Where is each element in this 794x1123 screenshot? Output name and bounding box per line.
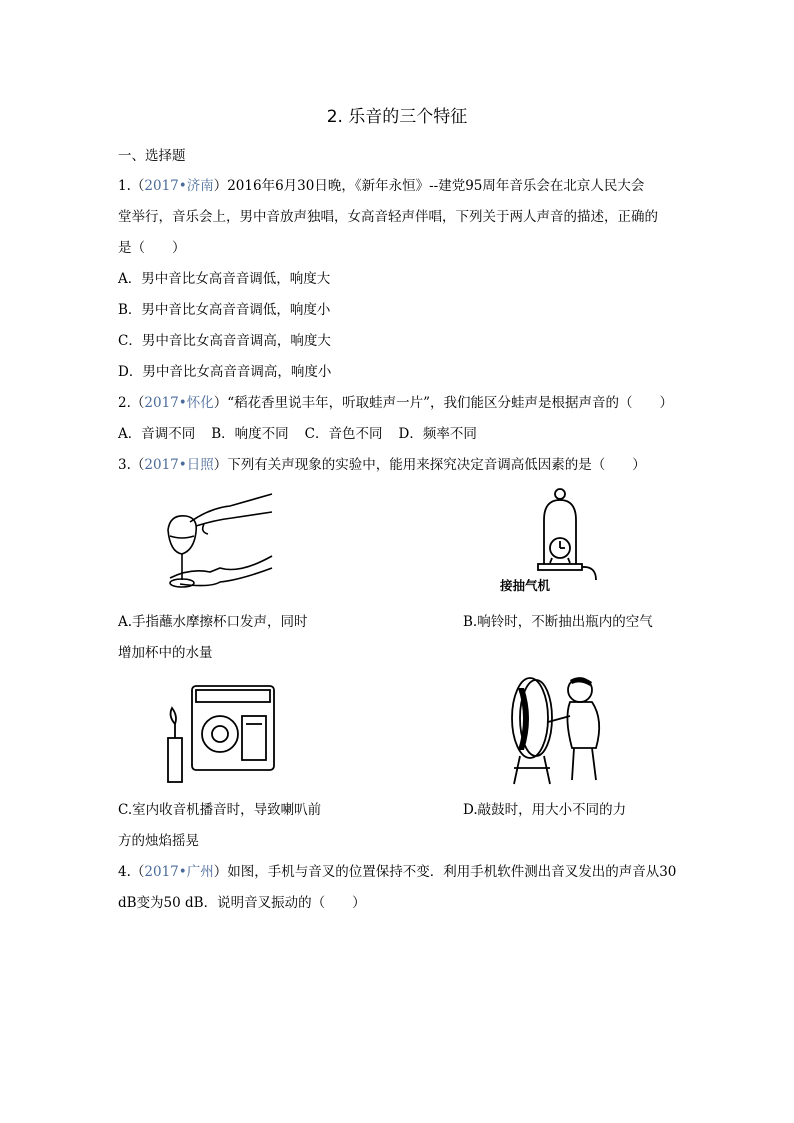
question-1-line-2: 堂举行，音乐会上，男中音放声独唱，女高音轻声伴唱，下列关于两人声音的描述，正确的 [118,209,658,225]
question-text: ）下列有关声现象的实验中，能用来探究决定音调高低因素的是（ ） [213,457,646,473]
option-c-line-2: 方的烛焰摇晃 [118,833,199,849]
figure-d-drum [500,668,610,786]
question-1-line-1 [118,176,644,196]
question-4-line-2: dB变为50 dB．说明音叉振动的（ ） [118,895,366,911]
question-4-line-1 [118,862,676,882]
question-1-line-3: 是（ ） [118,240,186,256]
question-source: 2017•广州 [144,864,214,880]
option-b: B．男中音比女高音音调低，响度小 [118,302,331,318]
figure-c-radio [160,676,280,786]
option-c-line-1: C.室内收音机播音时，导致喇叭前 [118,802,322,818]
option-c: C．音色不同 [304,426,383,442]
option-a: A．音调不同 [118,426,196,442]
option-d: D．男中音比女高音音调高，响度小 [118,364,332,380]
option-a-line-1: A.手指蘸水摩擦杯口发声，同时 [118,614,308,630]
question-text: ）“稻花香里说丰年，听取蛙声一片”，我们能区分蛙声是根据声音的（ ） [213,395,674,411]
question-source: 2017•济南 [144,178,214,194]
option-d: D.敲鼓时，用大小不同的力 [463,802,627,818]
question-3-line-1 [118,455,646,475]
option-a: A．男中音比女高音音调低，响度大 [118,271,331,287]
question-number: 4.（ [118,864,145,880]
question-source: 2017•怀化 [144,395,214,411]
figure-b-label: 接抽气机 [500,578,551,593]
option-a-line-2: 增加杯中的水量 [118,645,213,661]
section-heading: 一、选择题 [118,148,186,164]
question-source: 2017•日照 [144,457,214,473]
question-2-line-1 [118,393,673,413]
question-text: ）2016年6月30日晚，《新年永恒》--建党95周年音乐会在北京人民大会 [213,178,645,194]
option-d: D．频率不同 [398,426,477,442]
question-number: 3.（ [118,457,145,473]
page-title: 2. 乐音的三个特征 [326,107,468,127]
option-b: B.响铃时，不断抽出瓶内的空气 [463,614,653,630]
figure-a-glass [160,488,275,598]
option-b: B．响度不同 [211,426,289,442]
question-number: 2.（ [118,395,145,411]
question-text: ）如图，手机与音叉的位置保持不变．利用手机软件测出音叉发出的声音从30 [213,864,677,880]
question-number: 1.（ [118,178,145,194]
option-c: C．男中音比女高音音调高，响度大 [118,333,331,349]
question-2-options [118,424,493,444]
